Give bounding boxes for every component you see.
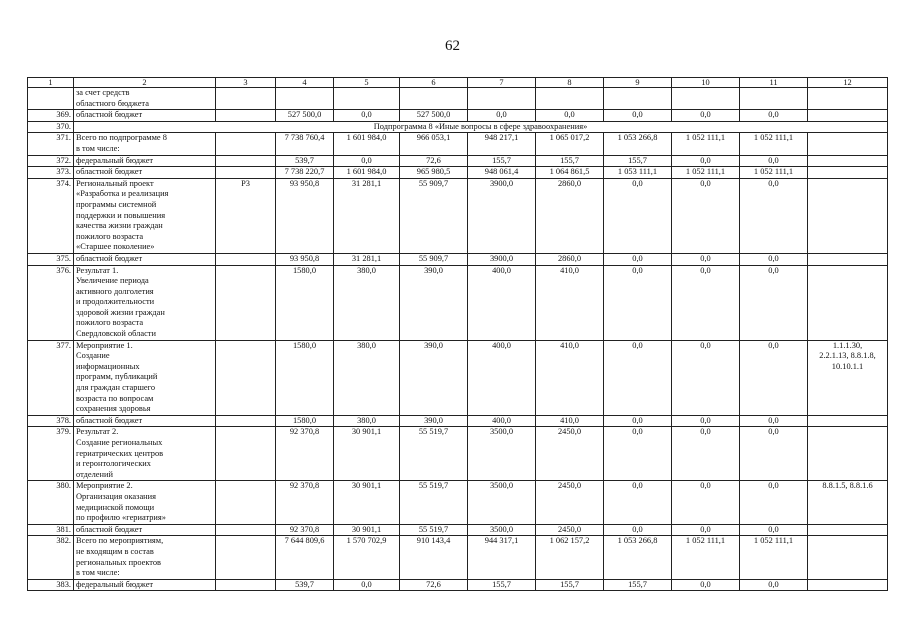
value-cell: 0,0 [604,415,672,427]
value-cell: 0,0 [740,415,808,427]
target-ref [808,178,888,253]
value-cell: 3900,0 [468,253,536,265]
column-header: 6 [400,78,468,88]
value-cell: 400,0 [468,340,536,415]
value-cell: 380,0 [334,415,400,427]
value-cell: 0,0 [604,427,672,481]
value-cell: 910 143,4 [400,536,468,579]
value-cell: 0,0 [740,155,808,167]
project-code [216,88,276,110]
row-name: областной бюджет [74,110,216,122]
value-cell: 1 052 111,1 [740,167,808,179]
table-row [28,415,888,427]
value-cell: 3500,0 [468,524,536,536]
value-cell: 0,0 [604,253,672,265]
column-header: 12 [808,78,888,88]
table-row [28,167,888,179]
value-cell: 2860,0 [536,178,604,253]
section-title: Подпрограмма 8 «Иные вопросы в сфере здравоохранения» [74,121,888,133]
value-cell [604,88,672,110]
value-cell: 1 601 984,0 [334,167,400,179]
value-cell: 0,0 [740,253,808,265]
value-cell: 0,0 [604,110,672,122]
row-name: областной бюджет [74,524,216,536]
value-cell [672,88,740,110]
value-cell: 1580,0 [276,265,334,340]
row-number: 372. [28,155,74,167]
table-row [28,88,888,110]
value-cell: 966 053,1 [400,133,468,155]
value-cell: 0,0 [334,155,400,167]
value-cell: 3900,0 [468,178,536,253]
row-number: 378. [28,415,74,427]
table-row [28,253,888,265]
project-code [216,340,276,415]
value-cell: 0,0 [334,579,400,591]
value-cell: 30 901,1 [334,427,400,481]
target-ref: 1.1.1.30, 2.2.1.13, 8.8.1.8, 10.10.1.1 [808,340,888,415]
value-cell: 1 064 861,5 [536,167,604,179]
value-cell: 527 500,0 [276,110,334,122]
row-number: 373. [28,167,74,179]
row-name: областной бюджет [74,415,216,427]
value-cell: 0,0 [740,265,808,340]
value-cell: 1 601 984,0 [334,133,400,155]
row-number: 383. [28,579,74,591]
project-code [216,155,276,167]
value-cell: 0,0 [672,481,740,524]
value-cell: 155,7 [468,579,536,591]
table-row [28,133,888,155]
table-row [28,155,888,167]
value-cell: 1 053 266,8 [604,536,672,579]
target-ref [808,133,888,155]
value-cell: 0,0 [536,110,604,122]
value-cell [536,88,604,110]
target-ref [808,265,888,340]
row-number: 381. [28,524,74,536]
value-cell: 2450,0 [536,524,604,536]
row-name: Региональный проект «Разработка и реализация программы системной поддержки и повышения качества жизни граждан пожилого возраста «Старшее поколение» [74,178,216,253]
value-cell: 1 053 111,1 [604,167,672,179]
table-row [28,481,888,524]
row-name: Мероприятие 2. Организация оказания медицинской помощи по профилю «гериатрия» [74,481,216,524]
column-header: 11 [740,78,808,88]
row-number: 376. [28,265,74,340]
row-name: Мероприятие 1. Создание информационных программ, публикаций для граждан старшего возраста по вопросам сохранения здоровья [74,340,216,415]
value-cell: 400,0 [468,265,536,340]
project-code [216,133,276,155]
column-header: 9 [604,78,672,88]
target-ref [808,88,888,110]
table-row [28,340,888,415]
row-name: Результат 2. Создание региональных гериатрических центров и геронтологических отделений [74,427,216,481]
value-cell [468,88,536,110]
value-cell: 92 370,8 [276,524,334,536]
value-cell: 0,0 [672,265,740,340]
value-cell: 0,0 [604,481,672,524]
target-ref [808,524,888,536]
value-cell: 155,7 [468,155,536,167]
value-cell: 0,0 [468,110,536,122]
value-cell: 55 909,7 [400,253,468,265]
value-cell: 3500,0 [468,481,536,524]
value-cell: 55 519,7 [400,427,468,481]
value-cell [276,88,334,110]
value-cell: 1 053 266,8 [604,133,672,155]
value-cell: 0,0 [672,415,740,427]
value-cell: 30 901,1 [334,524,400,536]
value-cell: 7 644 809,6 [276,536,334,579]
value-cell: 30 901,1 [334,481,400,524]
value-cell: 539,7 [276,579,334,591]
row-name: федеральный бюджет [74,155,216,167]
target-ref [808,415,888,427]
value-cell: 3500,0 [468,427,536,481]
value-cell: 0,0 [672,253,740,265]
project-code [216,579,276,591]
value-cell [334,88,400,110]
row-name: федеральный бюджет [74,579,216,591]
value-cell: 155,7 [536,579,604,591]
row-number: 369. [28,110,74,122]
value-cell: 400,0 [468,415,536,427]
value-cell: 0,0 [334,110,400,122]
value-cell: 72,6 [400,579,468,591]
value-cell: 0,0 [604,265,672,340]
table-row [28,121,888,133]
value-cell: 1 052 111,1 [740,536,808,579]
value-cell: 92 370,8 [276,427,334,481]
value-cell: 1 570 702,9 [334,536,400,579]
row-number: 382. [28,536,74,579]
value-cell: 31 281,1 [334,253,400,265]
project-code [216,427,276,481]
row-number [28,88,74,110]
value-cell: 0,0 [672,340,740,415]
header-row [28,78,888,88]
value-cell: 390,0 [400,265,468,340]
value-cell: 7 738 220,7 [276,167,334,179]
value-cell: 0,0 [740,340,808,415]
project-code [216,253,276,265]
value-cell [740,88,808,110]
table-row [28,536,888,579]
table-row [28,178,888,253]
value-cell: 7 738 760,4 [276,133,334,155]
row-number: 379. [28,427,74,481]
value-cell: 2450,0 [536,427,604,481]
value-cell: 0,0 [740,524,808,536]
value-cell: 93 950,8 [276,253,334,265]
budget-table [27,77,888,591]
value-cell: 0,0 [672,427,740,481]
row-name: Всего по подпрограмме 8 в том числе: [74,133,216,155]
value-cell: 72,6 [400,155,468,167]
row-number: 377. [28,340,74,415]
value-cell: 410,0 [536,415,604,427]
value-cell: 380,0 [334,265,400,340]
project-code [216,415,276,427]
target-ref [808,427,888,481]
value-cell: 539,7 [276,155,334,167]
target-ref [808,579,888,591]
value-cell: 1 052 111,1 [672,536,740,579]
value-cell: 380,0 [334,340,400,415]
value-cell: 390,0 [400,340,468,415]
value-cell: 0,0 [604,178,672,253]
row-name: областной бюджет [74,167,216,179]
value-cell: 0,0 [740,579,808,591]
row-number: 371. [28,133,74,155]
target-ref: 8.8.1.5, 8.8.1.6 [808,481,888,524]
value-cell: 2450,0 [536,481,604,524]
row-name: за счет средств областного бюджета [74,88,216,110]
value-cell: 948 217,1 [468,133,536,155]
row-number: 375. [28,253,74,265]
row-number: 370. [28,121,74,133]
value-cell: 1580,0 [276,415,334,427]
target-ref [808,155,888,167]
row-name: областной бюджет [74,253,216,265]
value-cell: 55 519,7 [400,481,468,524]
value-cell: 0,0 [672,155,740,167]
value-cell: 31 281,1 [334,178,400,253]
value-cell: 390,0 [400,415,468,427]
column-header: 10 [672,78,740,88]
value-cell: 155,7 [604,579,672,591]
project-code [216,536,276,579]
value-cell: 92 370,8 [276,481,334,524]
value-cell: 155,7 [536,155,604,167]
value-cell: 1 065 017,2 [536,133,604,155]
value-cell: 0,0 [604,340,672,415]
value-cell: 0,0 [740,110,808,122]
project-code [216,110,276,122]
value-cell: 0,0 [604,524,672,536]
value-cell: 527 500,0 [400,110,468,122]
value-cell: 155,7 [604,155,672,167]
value-cell: 410,0 [536,265,604,340]
value-cell: 0,0 [740,481,808,524]
value-cell: 1 052 111,1 [672,167,740,179]
value-cell: 55 909,7 [400,178,468,253]
row-number: 374. [28,178,74,253]
column-header: 4 [276,78,334,88]
value-cell: 0,0 [740,178,808,253]
value-cell: 948 061,4 [468,167,536,179]
project-code [216,481,276,524]
value-cell: 944 317,1 [468,536,536,579]
column-header: 1 [28,78,74,88]
value-cell [400,88,468,110]
project-code [216,524,276,536]
column-header: 7 [468,78,536,88]
column-header: 5 [334,78,400,88]
table-row [28,427,888,481]
table-row [28,110,888,122]
target-ref [808,253,888,265]
value-cell: 0,0 [740,427,808,481]
column-header: 8 [536,78,604,88]
value-cell: 1580,0 [276,340,334,415]
project-code [216,167,276,179]
value-cell: 0,0 [672,524,740,536]
page-number: 62 [445,38,460,54]
value-cell: 93 950,8 [276,178,334,253]
value-cell: 1 052 111,1 [672,133,740,155]
table-row [28,265,888,340]
value-cell: 2860,0 [536,253,604,265]
column-header: 3 [216,78,276,88]
value-cell: 965 980,5 [400,167,468,179]
project-code [216,265,276,340]
row-name: Результат 1. Увеличение периода активного долголетия и продолжительности здоровой жизни граждан пожилого возраста Свердловской области [74,265,216,340]
value-cell: 0,0 [672,110,740,122]
row-number: 380. [28,481,74,524]
value-cell: 55 519,7 [400,524,468,536]
table-row [28,579,888,591]
target-ref [808,110,888,122]
project-code: Р3 [216,178,276,253]
target-ref [808,536,888,579]
column-header: 2 [74,78,216,88]
value-cell: 0,0 [672,579,740,591]
value-cell: 1 062 157,2 [536,536,604,579]
value-cell: 0,0 [672,178,740,253]
value-cell: 410,0 [536,340,604,415]
value-cell: 1 052 111,1 [740,133,808,155]
table-row [28,524,888,536]
row-name: Всего по мероприятиям, не входящим в состав региональных проектов в том числе: [74,536,216,579]
target-ref [808,167,888,179]
